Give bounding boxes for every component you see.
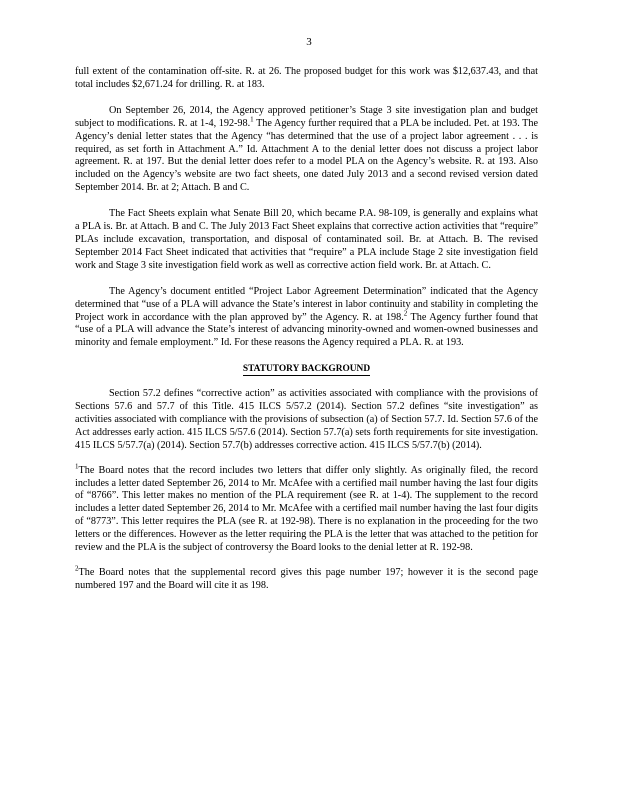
footnote-1 [75, 462, 538, 555]
paragraph-continuation: full extent of the contamination off-site. R. at 26. The proposed budget for this work was $12,637.43, and that total includes $2,671.24 for drilling. R. at 183. [75, 66, 538, 90]
paragraph-pla-determination-part-1: The Agency’s document entitled “Project Labor Agreement Determination” indicated that the Agency determined that “use of a PLA will advance the State’s interest in labor continuity and stability in completing the Project work in accordance with the plan approved by” the Agency. R. at 198. [75, 285, 538, 323]
document-body [75, 66, 538, 593]
paragraph-agency-approval-part-2: The Agency further required that a PLA be included. Pet. at 193. The Agency’s denial letter states that the Agency “has determined that the use of a project labor agreement . . . is required, as set forth in Attachment A.” Id. Attachment A to the denial letter does not discuss a project labor agreement. R. at 197. But the denial letter does refer to a model PLA on the Agency’s website. R. at 193. Also included on the Agency’s website are two fact sheets, one dated July 2013 and a second revised version dated September 2014. Br. at 2; Attach. B and C. [75, 117, 538, 194]
footnote-ref-2: 2 [403, 309, 408, 318]
footnote-ref-1: 1 [250, 115, 254, 124]
paragraph-agency-approval [75, 105, 538, 195]
paragraph-statutory-background: Section 57.2 defines “corrective action” as activities associated with compliance with the provisions of Sections 57.6 and 57.7 of this Title. 415 ILCS 5/57.2 (2014). Section 57.2 defines “site investigation” as activities associated with compliance with the provisions of subsection (a) of Section 57.7. Id. Section 57.6 of the Act addresses early action. 415 ILCS 5/57.6 (2014). Section 57.7(a) sets forth requirements for site investigation. 415 ILCS 5/57.7(a) (2014). Section 57.7(b) addresses corrective action. 415 ILCS 5/57.7(b) (2014). [75, 388, 538, 451]
section-heading [75, 363, 538, 376]
paragraph-fact-sheets: The Fact Sheets explain what Senate Bill 20, which became P.A. 98-109, is generally and explains what a PLA is. Br. at Attach. B and C. The July 2013 Fact Sheet explains that corrective action activities that “require” PLAs include excavation, transportation, and disposal of contaminated soil. Br. at Attach. B. The revised September 2014 Fact Sheet indicated that activities that “require” a PLA include Stage 2 site investigation field work and Stage 3 site investigation field work as well as corrective action field work. Br. at Attach. C. [75, 208, 538, 271]
paragraph-pla-determination-part-2: The Agency further found that “use of a PLA will advance the State’s interest of advancing minority-owned and women-owned businesses and minority and female employment.” Id. For these reasons the Agency required a PLA. R. at 193. [75, 311, 538, 349]
page-number: 3 [306, 36, 312, 48]
footnote-2 [75, 564, 538, 593]
section-heading-text: STATUTORY BACKGROUND [242, 364, 371, 375]
footnote-1-text: The Board notes that the record includes two letters that differ only slightly. As originally filed, the record includes a letter dated September 26, 2014 to Mr. McAfee with a certified mail number having the last four digits of “8766”. This letter makes no mention of the PLA requirement (see R. at 1-4). The supplement to the record includes a letter dated September 26, 2014 to Mr. McAfee with a certified mail number having the last four digits of “8773”. This letter requires the PLA (see R. at 192-98). There is no explanation in the proceeding for the two letters or the differences. However as the letter requiring the PLA is the letter that was attached to the petition for review and the PLA is the subject of controversy the Board looks to the denial letter at R. 192-98. [75, 464, 538, 554]
footnote-2-text: The Board notes that the supplemental record gives this page number 197; however it is the second page numbered 197 and the Board will cite it as 198. [75, 567, 538, 591]
footnote-2-mark: 2 [75, 564, 79, 573]
paragraph-pla-determination [75, 286, 538, 351]
paragraph-agency-approval-part-1: On September 26, 2014, the Agency approved petitioner’s Stage 3 site investigation plan and budget subject to modifications. R. at 1-4, 192-98. [75, 104, 538, 129]
footnote-1-mark: 1 [75, 462, 79, 471]
